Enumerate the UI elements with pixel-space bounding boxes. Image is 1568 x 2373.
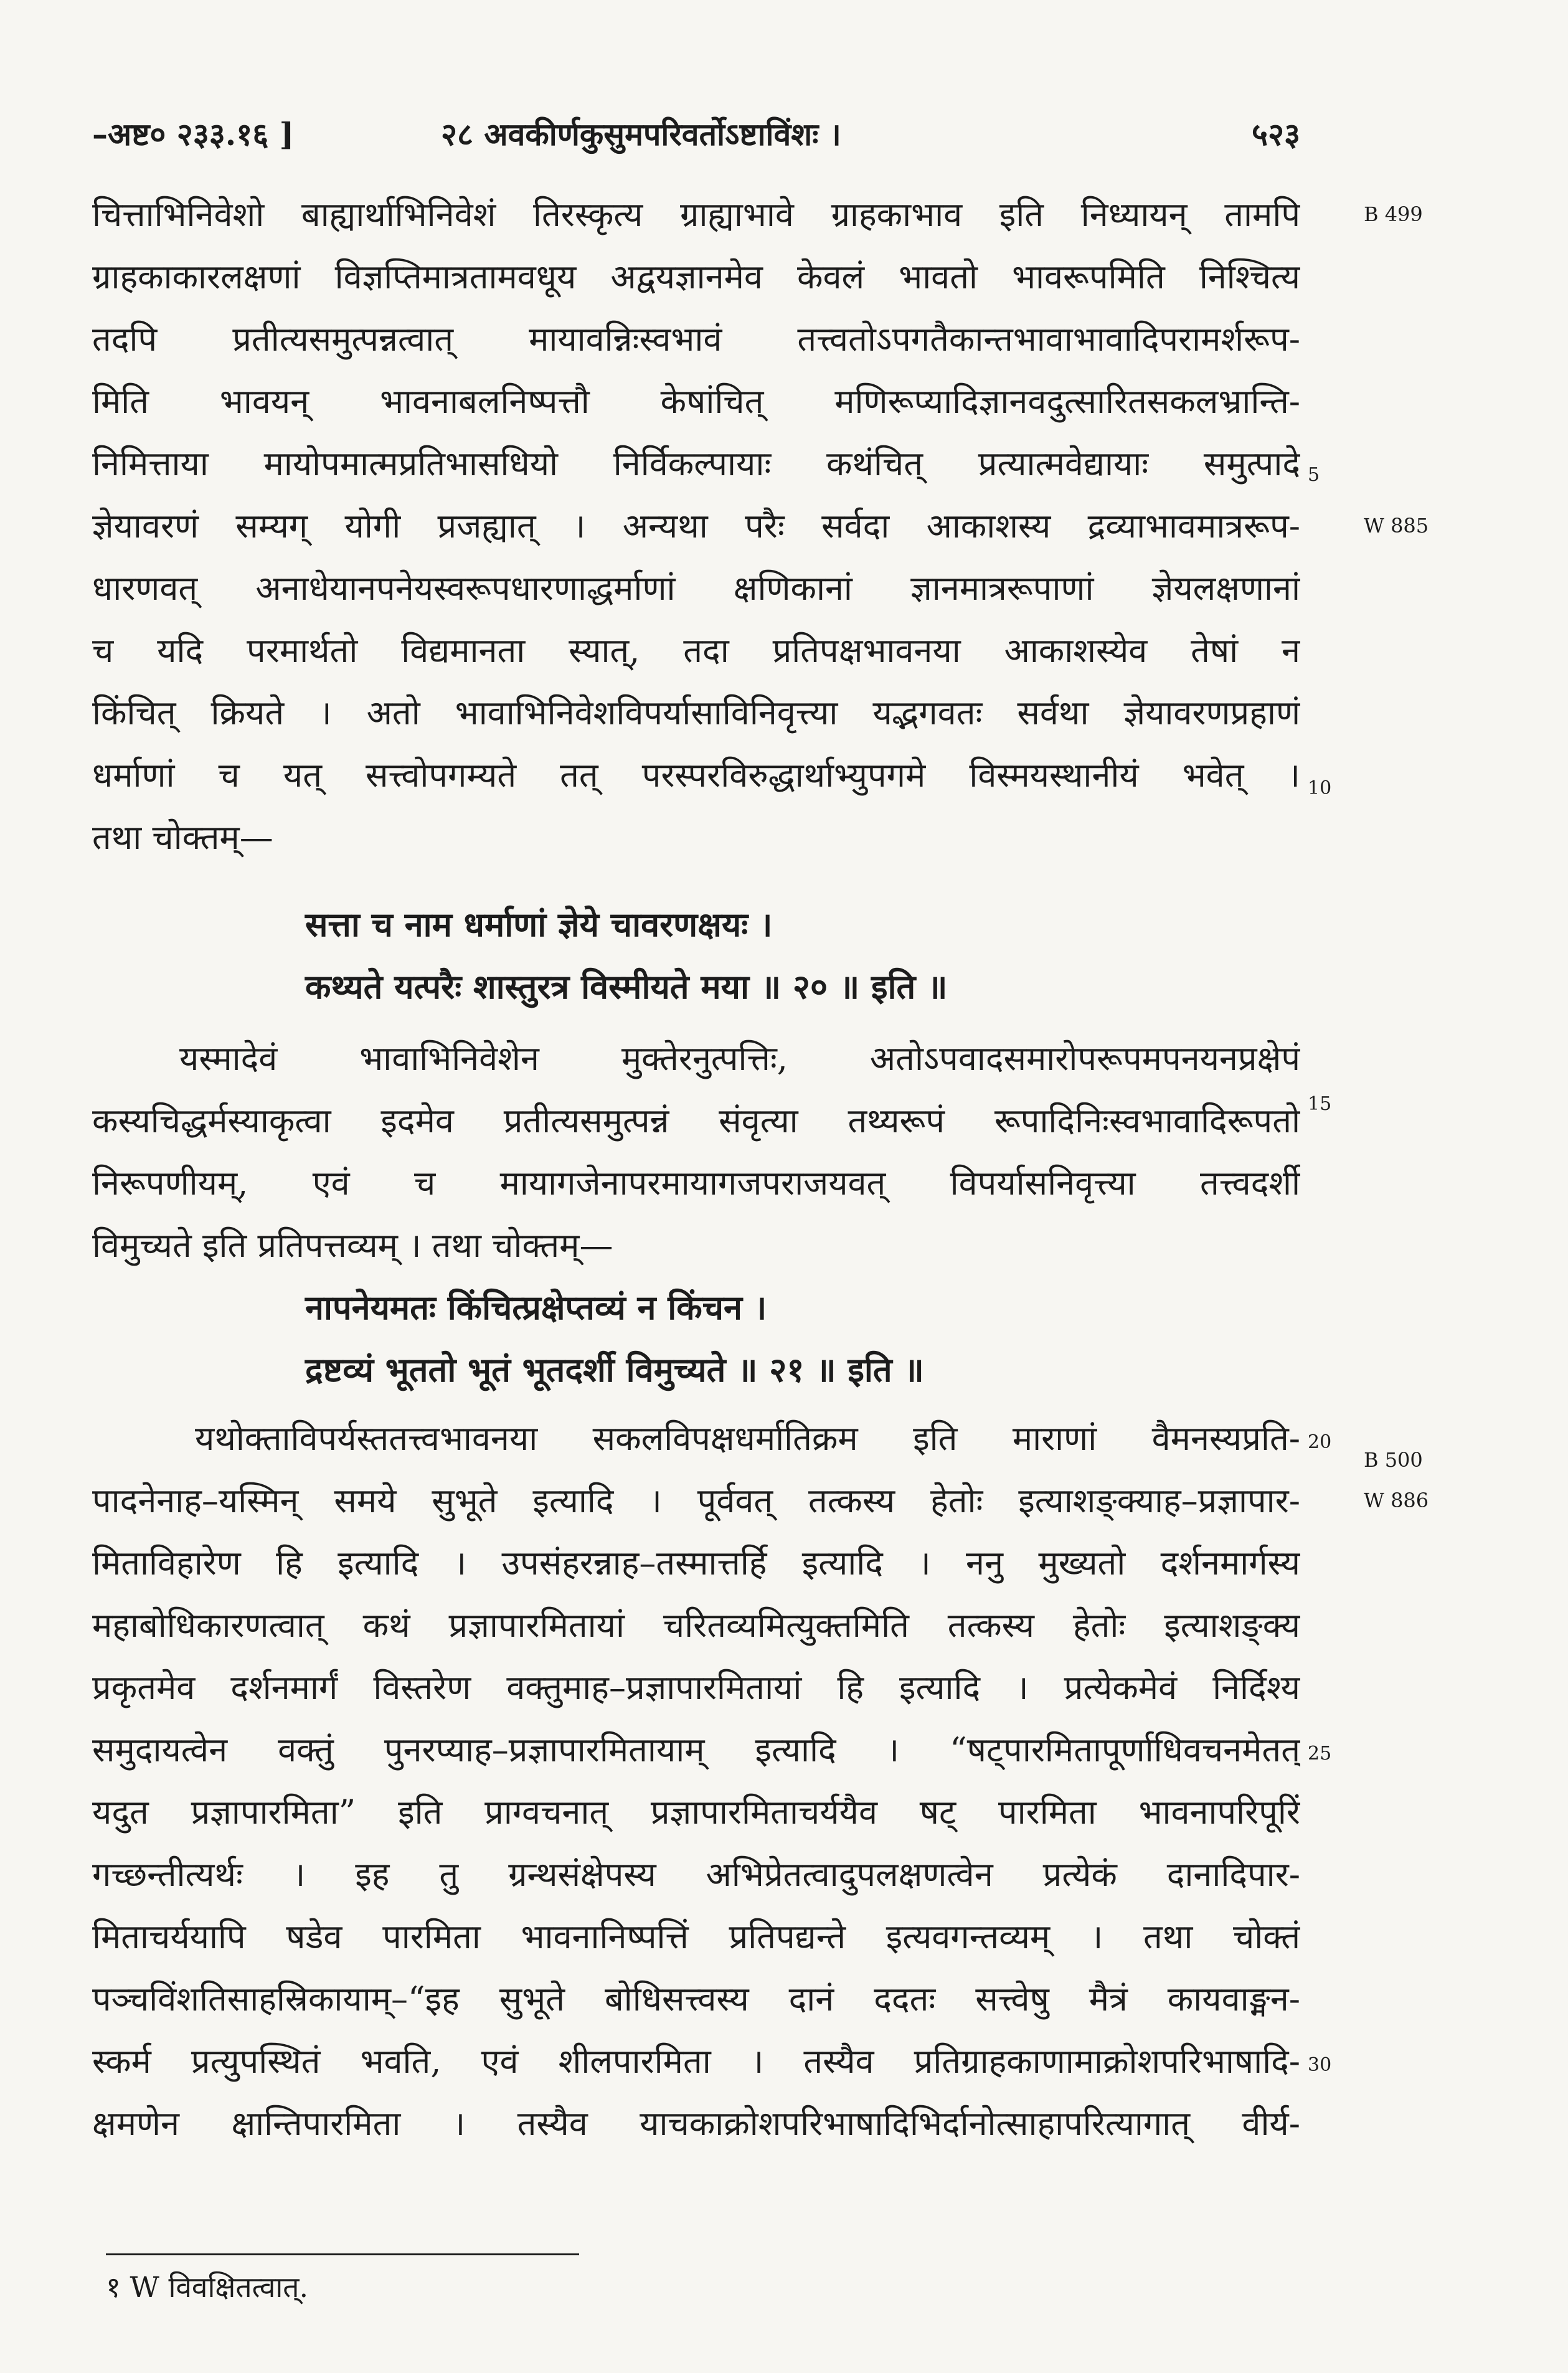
text-line: मिताचर्ययापि षडेव पारमिता भावनानिष्पत्तिं प्रतिपद्यन्ते इत्यवगन्तव्यम् । तथा चोक्तं xyxy=(92,1917,1300,1956)
text-line: विमुच्यते इति प्रतिपत्तव्यम् । तथा चोक्तम्— xyxy=(92,1226,613,1265)
line-number-5: 5 xyxy=(1308,464,1320,486)
paragraph-3 xyxy=(92,1408,1300,2155)
line-number-30: 30 xyxy=(1308,2054,1332,2076)
text-line: गच्छन्तीत्यर्थः । इह तु ग्रन्थसंक्षेपस्य अभिप्रेतत्वादुपलक्षणत्वेन प्रत्येकं दानादिपार- xyxy=(92,1855,1300,1894)
text-line: तदपि प्रतीत्यसमुत्पन्नत्वात् मायावन्निःस्वभावं तत्त्वतोऽपगतैकान्तभावाभावादिपरामर्शरूप- xyxy=(92,320,1300,359)
text-line: ज्ञेयावरणं सम्यग् योगी प्रजह्यात् । अन्यथा परैः सर्वदा आकाशस्य द्रव्याभावमात्ररूप- xyxy=(92,506,1300,546)
sidenote-b-499: B 499 xyxy=(1364,202,1423,226)
verse-21-line-2: द्रष्टव्यं भूततो भूतं भूतदर्शी विमुच्यते ॥ २१ ॥ इति ॥ xyxy=(305,1350,924,1390)
text-line: क्षमणेन क्षान्तिपारमिता । तस्यैव याचकाक्रोशपरिभाषादिभिर्दानोत्साहापरित्यागात् वीर्य- xyxy=(92,2104,1300,2143)
text-line: मिति भावयन् भावनाबलनिष्पत्तौ केषांचित् मणिरूप्यादिज्ञानवदुत्सारितसकलभ्रान्ति- xyxy=(92,382,1300,421)
text-line: समुदायत्वेन वक्तुं पुनरप्याह–प्रज्ञापारमितायाम् इत्यादि । “षट्पारमितापूर्णाधिवचनमेतत् xyxy=(92,1730,1300,1769)
line-number-15: 15 xyxy=(1308,1093,1332,1115)
text-line: यदुत प्रज्ञापारमिता” इति प्राग्वचनात् प्रज्ञापारमिताचर्ययैव षट् पारमिता भावनापरिपूरिं xyxy=(92,1793,1300,1832)
text-line: पादनेनाह–यस्मिन् समये सुभूते इत्यादि । पूर्ववत् तत्कस्य हेतोः इत्याशङ्क्याह–प्रज्ञापार- xyxy=(92,1481,1300,1520)
text-line: धर्माणां च यत् सत्त्वोपगम्यते तत् परस्परविरुद्धार्थाभ्युपगमे विस्मयस्थानीयं भवेत् । xyxy=(92,755,1300,795)
header-chapter-title: २८ अवकीर्णकुसुमपरिवर्तोऽष्टाविंशः । xyxy=(441,116,841,153)
sidenote-w-885: W 885 xyxy=(1364,514,1429,538)
line-number-25: 25 xyxy=(1308,1743,1332,1764)
text-line: कस्यचिद्धर्मस्याकृत्वा इदमेव प्रतीत्यसमुत्पन्नं संवृत्या तथ्यरूपं रूपादिनिःस्वभावादिरूपतो xyxy=(92,1101,1300,1140)
text-line: पञ्चविंशतिसाहस्रिकायाम्–“इह सुभूते बोधिसत्त्वस्य दानं ददतः सत्त्वेषु मैत्रं कायवाङ्मन- xyxy=(92,1979,1300,2019)
text-line: चित्ताभिनिवेशो बाह्यार्थाभिनिवेशं तिरस्कृत्य ग्राह्याभावे ग्राहकाभाव इति निध्यायन् तामपि xyxy=(92,195,1300,234)
text-line: मिताविहारेण हि इत्यादि । उपसंहरन्नाह–तस्मात्तर्हि इत्यादि । ननु मुख्यतो दर्शनमार्गस्य xyxy=(92,1543,1300,1583)
text-line: निरूपणीयम्, एवं च मायागजेनापरमायागजपराजयवत् विपर्यासनिवृत्त्या तत्त्वदर्शी xyxy=(92,1163,1300,1203)
paragraph-1 xyxy=(92,184,1300,869)
verse-20-line-1: सत्ता च नाम धर्माणां ज्ञेये चावरणक्षयः । xyxy=(305,904,773,944)
text-line: यस्मादेवं भावाभिनिवेशेन मुक्तेरनुत्पत्तिः, अतोऽपवादसमारोपरूपमपनयनप्रक्षेपं xyxy=(179,1039,1300,1078)
sidenote-w-886: W 886 xyxy=(1364,1489,1429,1512)
running-header xyxy=(92,112,1300,168)
text-line: च यदि परमार्थतो विद्यमानता स्यात्, तदा प्रतिपक्षभावनया आकाशस्येव तेषां न xyxy=(92,631,1300,670)
line-number-10: 10 xyxy=(1308,777,1332,799)
paragraph-2 xyxy=(92,1028,1300,1277)
text-line: महाबोधिकारणत्वात् कथं प्रज्ञापारमितायां चरितव्यमित्युक्तमिति तत्कस्य हेतोः इत्याशङ्क्य xyxy=(92,1606,1300,1645)
line-number-20: 20 xyxy=(1308,1431,1332,1453)
text-line: प्रकृतमेव दर्शनमार्गं विस्तरेण वक्तुमाह–प्रज्ञापारमितायां हि इत्यादि । प्रत्येकमेवं निर्दिश्य xyxy=(92,1668,1300,1707)
footnote-divider xyxy=(106,2253,579,2255)
text-line: तथा चोक्तम्— xyxy=(92,818,273,857)
text-line: किंचित् क्रियते । अतो भावाभिनिवेशविपर्यासाविनिवृत्त्या यद्भगवतः सर्वथा ज्ञेयावरणप्रहाणं xyxy=(92,693,1300,732)
sidenote-b-500: B 500 xyxy=(1364,1448,1423,1472)
header-section-ref: –अष्ट० २३३.१६ ] xyxy=(92,116,295,153)
text-line: ग्राहकाकारलक्षणां विज्ञप्तिमात्रतामवधूय अद्वयज्ञानमेव केवलं भावतो भावरूपमिति निश्चित्य xyxy=(92,257,1300,296)
text-line: निमित्ताया मायोपमात्मप्रतिभासधियो निर्विकल्पायाः कथंचित् प्रत्यात्मवेद्यायाः समुत्पादे xyxy=(92,444,1300,483)
header-page-number: ५२३ xyxy=(1252,116,1300,153)
verse-21-line-1: नापनेयमतः किंचित्प्रक्षेप्तव्यं न किंचन । xyxy=(305,1287,767,1327)
text-line: स्कर्म प्रत्युपस्थितं भवति, एवं शीलपारमिता । तस्यैव प्रतिग्राहकाणामाक्रोशपरिभाषादि- xyxy=(92,2042,1300,2081)
footnote: १ W विवक्षितत्वात्. xyxy=(106,2270,309,2304)
text-line: धारणवत् अनाधेयानपनेयस्वरूपधारणाद्धर्माणां क्षणिकानां ज्ञानमात्ररूपाणां ज्ञेयलक्षणानां xyxy=(92,569,1300,608)
verse-20-line-2: कथ्यते यत्परैः शास्तुरत्र विस्मीयते मया ॥ २० ॥ इति ॥ xyxy=(305,967,948,1007)
text-line: यथोक्ताविपर्यस्ततत्त्वभावनया सकलविपक्षधर्मातिक्रम इति माराणां वैमनस्यप्रति- xyxy=(195,1419,1300,1458)
